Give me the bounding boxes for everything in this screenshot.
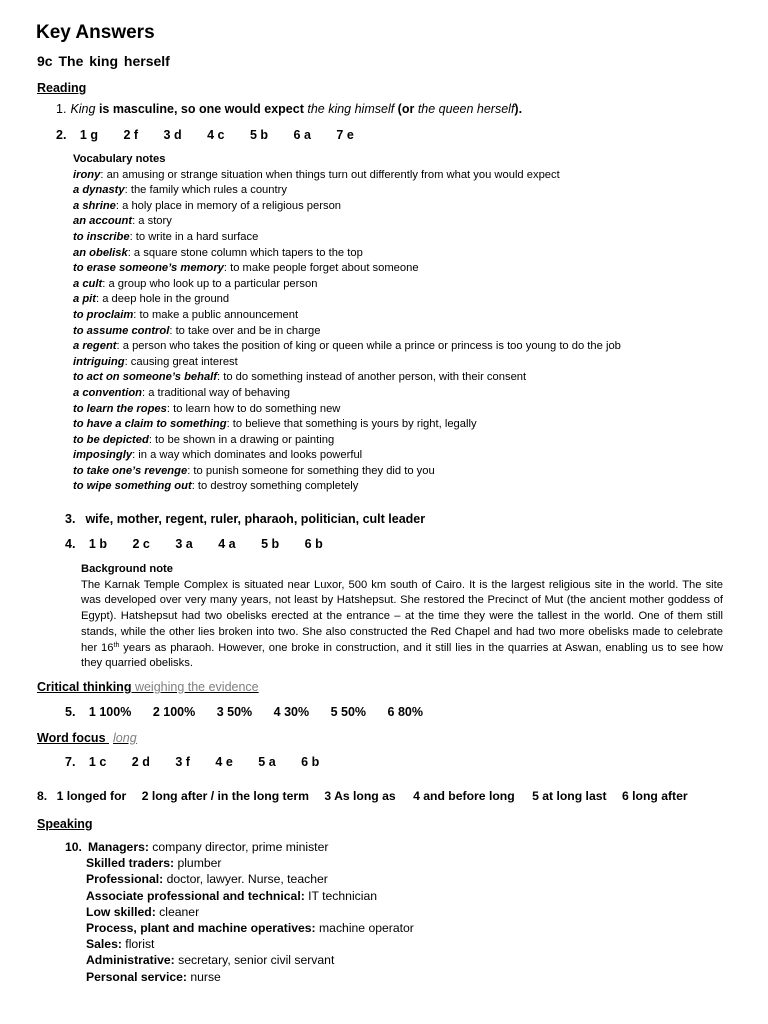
answer-1 — [56, 102, 522, 116]
speaking-item — [86, 969, 414, 985]
speaking-item — [86, 936, 414, 952]
answer-item: 6 long after — [621, 789, 688, 803]
vocabulary-item — [73, 246, 621, 262]
vocabulary-item — [73, 199, 621, 215]
vocabulary-item — [73, 417, 621, 433]
answer-number: 8. — [37, 789, 48, 803]
vocabulary-term: to inscribe — [73, 230, 130, 243]
section-heading-text: Word focus — [37, 731, 106, 745]
answer-number: 10. — [65, 840, 82, 854]
answer-number: 3. — [65, 512, 76, 526]
vocabulary-term: a shrine — [73, 199, 116, 212]
vocabulary-term: an account — [73, 215, 133, 228]
vocabulary-term: imposingly — [73, 449, 133, 462]
vocabulary-term: to assume control — [73, 324, 170, 337]
answer-item: 7 e — [336, 128, 354, 142]
speaking-category: Administrative: — [86, 953, 175, 968]
vocabulary-term: to wipe something out — [73, 480, 192, 493]
answer-10 — [65, 839, 414, 985]
answer-item: 3 d — [163, 128, 182, 142]
vocabulary-item — [73, 214, 621, 230]
vocabulary-term: to erase someone’s memory — [73, 262, 224, 275]
vocabulary-item — [73, 168, 621, 184]
speaking-category: Skilled traders: — [86, 856, 175, 871]
answer-item: 4 30% — [273, 705, 310, 719]
answer-item: 4 and before long — [413, 789, 515, 803]
vocabulary-item — [73, 479, 621, 495]
vocabulary-definition: : a traditional way of behaving — [142, 386, 291, 399]
answer-item: 6 80% — [387, 705, 423, 719]
vocabulary-definition: : to take over and be in charge — [169, 324, 321, 337]
vocabulary-item — [73, 402, 621, 418]
answer-number: 7. — [65, 755, 76, 769]
answer-7 — [65, 755, 341, 769]
answer-item: 3 f — [175, 755, 190, 769]
background-text: years as pharaoh. However, one broke in construction, and it still lies in the quarries at Aswan, enabling us to see how they quarried obelisks. — [81, 641, 723, 670]
vocabulary-item — [73, 339, 621, 355]
answer-item: 5 50% — [330, 705, 367, 719]
vocabulary-definition: : causing great interest — [124, 355, 238, 368]
speaking-item — [86, 904, 414, 920]
section-heading-reading: Reading — [37, 81, 87, 95]
answer-item: 1 c — [88, 755, 107, 769]
vocabulary-term: to take one’s revenge — [73, 464, 188, 477]
speaking-examples: nurse — [186, 969, 221, 984]
answer-8 — [37, 789, 688, 803]
answer-item: 6 a — [293, 128, 311, 142]
answer-item: 2 long after / in the long term — [141, 789, 309, 803]
vocabulary-term: a regent — [73, 340, 117, 353]
section-heading-speaking: Speaking — [37, 817, 93, 831]
answer-item: 4 e — [215, 755, 233, 769]
speaking-list — [65, 839, 414, 985]
answer-item: 2 f — [123, 128, 139, 142]
speaking-category: Process, plant and machine operatives: — [86, 921, 316, 936]
vocabulary-term: a dynasty — [73, 184, 125, 197]
answer-item: 1 longed for — [56, 789, 127, 803]
vocabulary-term: to proclaim — [73, 308, 134, 321]
vocabulary-definition: : an amusing or strange situation when things turn out differently from what you would expect — [100, 168, 560, 181]
answer-item: 3 50% — [216, 705, 253, 719]
vocabulary-notes — [73, 152, 621, 495]
background-heading: Background note — [81, 563, 173, 575]
vocabulary-heading: Vocabulary notes — [73, 153, 166, 165]
vocabulary-item — [73, 464, 621, 480]
vocabulary-definition: : to punish someone for something they did to you — [187, 464, 435, 477]
vocabulary-definition: : a deep hole in the ground — [96, 293, 230, 306]
answer-5 — [65, 705, 441, 719]
speaking-examples: IT technician — [304, 888, 378, 903]
speaking-item — [65, 839, 414, 855]
answer-number: 4. — [65, 537, 76, 551]
vocabulary-term: to act on someone’s behalf — [73, 371, 218, 384]
speaking-category: Sales: — [86, 937, 122, 952]
page-title: Key Answers — [36, 22, 155, 43]
vocabulary-item — [73, 355, 621, 371]
speaking-examples: florist — [121, 937, 155, 952]
answer-item: 3 As long as — [324, 789, 396, 803]
section-heading-word-focus — [37, 731, 137, 745]
answer-item: 6 b — [301, 755, 320, 769]
vocabulary-item — [73, 386, 621, 402]
vocabulary-term: irony — [73, 168, 101, 181]
vocabulary-definition: : to believe that something is yours by right, legally — [226, 418, 477, 431]
vocabulary-definition: : to be shown in a drawing or painting — [148, 433, 335, 446]
speaking-category: Associate professional and technical: — [86, 888, 305, 903]
vocabulary-term: a pit — [73, 293, 96, 306]
vocabulary-definition: : a person who takes the position of king or queen while a prince or princess is too young to do the job — [116, 340, 621, 353]
vocabulary-definition: : to do something instead of another person, with their consent — [217, 371, 527, 384]
section-subheading: long — [113, 731, 137, 745]
answer-item: 5 at long last — [532, 789, 607, 803]
answer-item: 2 d — [131, 755, 150, 769]
answer-text-part: ). — [514, 102, 523, 116]
background-note — [81, 562, 723, 672]
vocabulary-definition: : a square stone column which tapers to the top — [127, 246, 363, 259]
vocabulary-item — [73, 433, 621, 449]
background-text: The Karnak Temple Complex is situated near Luxor, 500 km south of Cairo. It is the largest religious site in the world. The site was developed over very many years, not least by Hatshepsut. She restored the Precinct of Mut (the ancient mother goddess of Egypt). Hatshepsut had two obelisks erected at the entrance – at the time they were the tallest in the world. One of them still stands, while the other lies broken into two. She also constructed the Red Chapel and had two more obelisks made to celebrate her 16 — [81, 578, 723, 654]
speaking-category: Low skilled: — [86, 904, 156, 919]
answer-3 — [65, 512, 425, 526]
answer-item: 5 a — [258, 755, 276, 769]
speaking-item — [86, 920, 414, 936]
vocabulary-item — [73, 277, 621, 293]
vocabulary-term: to have a claim to something — [73, 418, 227, 431]
vocabulary-definition: : to destroy something completely — [191, 480, 359, 493]
section-subheading: weighing the evidence — [134, 680, 259, 694]
speaking-examples: doctor, lawyer. Nurse, teacher — [163, 872, 328, 887]
vocabulary-item — [73, 292, 621, 308]
vocabulary-definition: : a story — [132, 215, 172, 228]
answer-item: 2 c — [132, 537, 150, 551]
section-heading-critical-thinking — [37, 680, 259, 694]
speaking-examples: plumber — [174, 856, 222, 871]
vocabulary-term: an obelisk — [73, 246, 128, 259]
answer-item: 3 a — [175, 537, 193, 551]
vocabulary-definition: : to learn how to do something new — [166, 402, 341, 415]
speaking-category: Professional: — [86, 872, 164, 887]
answer-number: 5. — [65, 705, 76, 719]
background-superscript: th — [113, 641, 120, 649]
answer-text-part: is masculine, so one would expect — [95, 102, 308, 116]
section-heading-text: Critical thinking — [37, 680, 132, 694]
vocabulary-term: to be depicted — [73, 433, 149, 446]
answer-item: 2 100% — [152, 705, 196, 719]
speaking-examples: cleaner — [155, 904, 200, 919]
vocabulary-definition: : a holy place in memory of a religious person — [115, 199, 342, 212]
vocabulary-term: to learn the ropes — [73, 402, 167, 415]
vocabulary-item — [73, 448, 621, 464]
answer-text-part: King — [70, 102, 96, 116]
speaking-examples: company director, prime minister — [148, 840, 329, 854]
vocabulary-item — [73, 370, 621, 386]
vocabulary-definition: : in a way which dominates and looks powerful — [132, 449, 363, 462]
speaking-item — [86, 888, 414, 904]
vocabulary-definition: : to write in a hard surface — [129, 230, 259, 243]
answer-text-part: the queen herself — [417, 102, 515, 116]
vocabulary-term: a convention — [73, 386, 142, 399]
answer-item: 1 100% — [88, 705, 132, 719]
vocabulary-term: intriguing — [73, 355, 125, 368]
answer-2 — [56, 128, 376, 142]
answer-text: wife, mother, regent, ruler, pharaoh, politician, cult leader — [85, 512, 426, 526]
answer-text-part: (or — [394, 102, 418, 116]
answer-item: 4 a — [218, 537, 236, 551]
vocabulary-definition: : a group who look up to a particular person — [102, 277, 318, 290]
vocabulary-item — [73, 308, 621, 324]
unit-title: 9c The king herself — [37, 53, 170, 69]
answer-item: 1 g — [79, 128, 98, 142]
answer-text-part: the king himself — [307, 102, 395, 116]
answer-item: 4 c — [207, 128, 225, 142]
answer-number: 2. — [56, 128, 67, 142]
vocabulary-term: a cult — [73, 277, 103, 290]
speaking-category: Personal service: — [86, 969, 187, 984]
answer-item: 1 b — [88, 537, 107, 551]
vocabulary-item — [73, 261, 621, 277]
vocabulary-item — [73, 230, 621, 246]
answer-item: 6 b — [304, 537, 323, 551]
vocabulary-definition: : to make people forget about someone — [223, 262, 419, 275]
vocabulary-definition: : to make a public announcement — [133, 308, 299, 321]
vocabulary-list — [73, 168, 621, 495]
speaking-category: Managers: — [87, 840, 149, 854]
answer-number: 1. — [56, 102, 67, 116]
speaking-item — [86, 855, 414, 871]
vocabulary-item — [73, 324, 621, 340]
speaking-examples: machine operator — [315, 921, 414, 936]
speaking-item — [86, 952, 414, 968]
vocabulary-item — [73, 183, 621, 199]
speaking-item — [86, 871, 414, 887]
answer-item: 5 b — [261, 537, 280, 551]
speaking-examples: secretary, senior civil servant — [174, 953, 335, 968]
background-paragraph — [81, 578, 723, 672]
answer-item: 5 b — [249, 128, 269, 142]
vocabulary-definition: : the family which rules a country — [124, 184, 287, 197]
answer-4 — [65, 537, 345, 551]
